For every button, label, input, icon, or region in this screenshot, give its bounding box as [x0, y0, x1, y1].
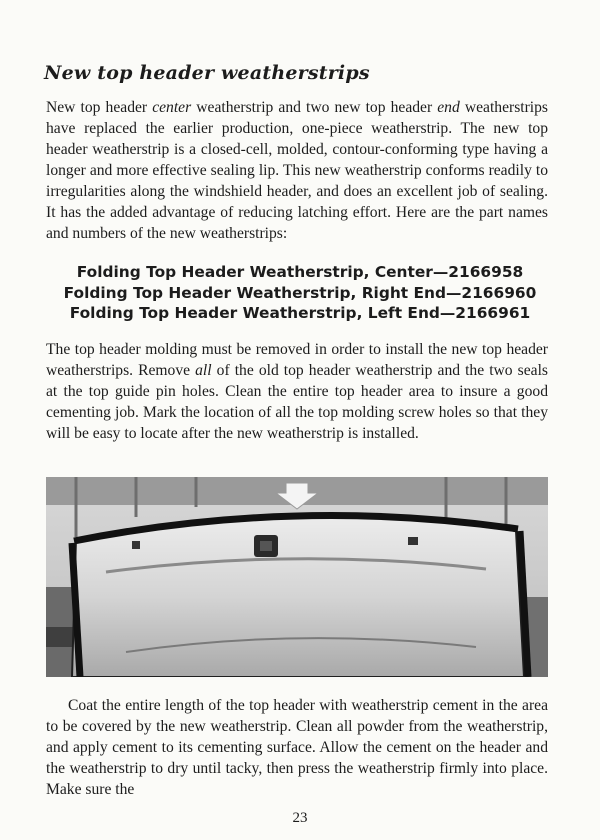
page-number: 23	[292, 810, 308, 826]
intro-text-3: weatherstrips have replaced the earlier production, one-piece weatherstrip. The new top header weatherstrip is a closed-cell, molded, contour-conforming type having a longer and more effective sealing lip. This new weatherstrip conforms readily to irregularities along the windshield header, and does an excellent job of sealing. It has the added advantage of reducing latching effort. Here are the part names and numbers of the new weatherstrips:	[46, 99, 548, 242]
part-number-right-end: Folding Top Header Weatherstrip, Right End—2166960	[63, 283, 537, 302]
part-numbers-list	[40, 262, 560, 324]
section-heading: New top header weatherstrips	[44, 62, 370, 84]
weatherstrip-photo	[46, 477, 548, 677]
intro-text-2: weatherstrip and two new top header	[191, 99, 438, 116]
removal-text-2: of the old top header weatherstrip and the two seals at the top guide pin holes. Clean the entire top header area to insure a good cementing job. Mark the location of all the top molding screw holes so that they will be easy to locate after the new weatherstrip is installed.	[46, 362, 548, 442]
photo-illustration	[46, 477, 548, 677]
part-number-center: Folding Top Header Weatherstrip, Center—2166958	[76, 263, 524, 281]
intro-emphasis-center: center	[152, 99, 192, 116]
cementing-paragraph: Coat the entire length of the top header with weatherstrip cement in the area to be covered by the new weatherstrip. Clean all powder from the weatherstrip, and apply cement to its cementing surface. Allow the cement on the header and the weatherstrip to dry until tacky, then press the weatherstrip firmly into place. Make sure the	[46, 697, 548, 798]
part-number-left-end: Folding Top Header Weatherstrip, Left End—2166961	[69, 304, 531, 322]
intro-emphasis-end: end	[437, 99, 460, 116]
removal-paragraph	[46, 339, 548, 444]
intro-paragraph	[46, 97, 548, 244]
removal-text-1: The top header molding must be removed in order to install the new top header weatherstrips. Remove	[46, 341, 548, 379]
intro-text-1: New top header	[46, 99, 153, 116]
removal-emphasis-all: all	[195, 362, 212, 379]
